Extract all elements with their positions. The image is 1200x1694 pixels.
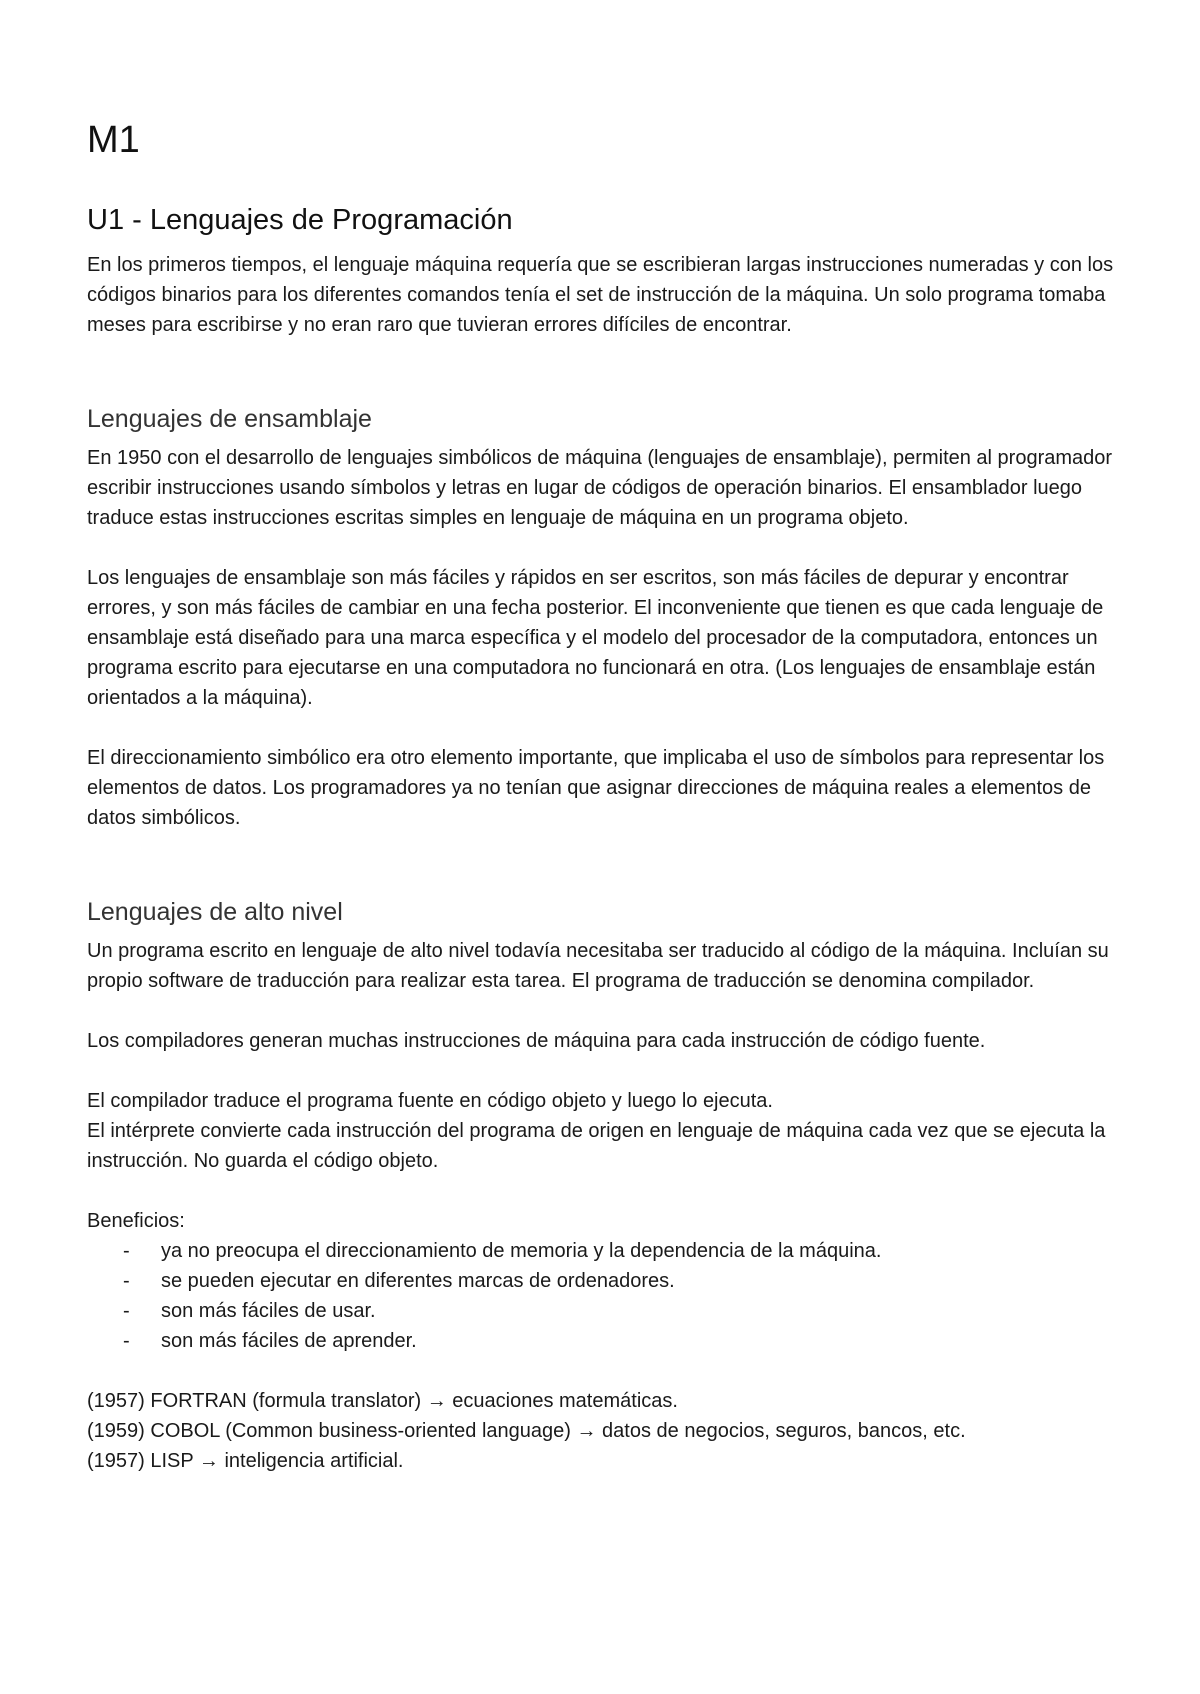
intro-paragraph: En los primeros tiempos, el lenguaje máquina requería que se escribieran largas instrucciones numeradas y con los códigos binarios para los diferentes comandos tenía el set de instrucción de la máquina. Un solo programa tomaba meses para escribirse y no eran raro que tuvieran errores difíciles de encontrar. [87,253,1114,336]
dash-icon: - [123,1240,130,1263]
dash-icon: - [123,1300,130,1323]
assembly-paragraph-2: Los lenguajes de ensamblaje son más fáciles y rápidos en ser escritos, son más fáciles de depurar y encontrar errores, y son más fáciles de cambiar en una fecha posterior. El inconveniente que tienen es que cada lenguaje de ensamblaje está diseñado para una marca específica y el modelo del procesador de la computadora, entonces un programa escrito para ejecutarse en una computadora no funcionará en otra. (Los lenguajes de ensamblaje están orientados a la máquina). [87,567,1104,710]
interpreter-paragraph: El intérprete convierte cada instrucción del programa de origen en lenguaje de máquina cada vez que se ejecuta la instrucción. No guarda el código objeto. [87,1120,1106,1173]
assembly-paragraph-3: El direccionamiento simbólico era otro elemento importante, que implicaba el uso de símbolos para representar los elementos de datos. Los programadores ya no tenían que asignar direcciones de máquina reales a elementos de datos simbólicos. [87,747,1105,830]
benefit-text: son más fáciles de usar. [161,1300,376,1323]
benefit-text: ya no preocupa el direccionamiento de memoria y la dependencia de la máquina. [161,1240,882,1263]
benefit-text: se pueden ejecutar en diferentes marcas de ordenadores. [161,1270,675,1293]
language-lisp: (1957) LISP → inteligencia artificial. [87,1450,404,1473]
high-level-heading: Lenguajes de alto nivel [87,898,343,927]
benefit-text: son más fáciles de aprender. [161,1330,417,1353]
unit-heading: U1 - Lenguajes de Programación [87,203,513,236]
list-item [123,1266,1127,1296]
assembly-heading: Lenguajes de ensamblaje [87,404,372,433]
high-level-paragraph-2: Los compiladores generan muchas instrucciones de máquina para cada instrucción de código fuente. [87,1030,986,1053]
dash-icon: - [123,1330,130,1353]
list-item [123,1236,1127,1266]
dash-icon: - [123,1270,130,1293]
benefits-label: Beneficios: [87,1210,185,1233]
high-level-paragraph-1: Un programa escrito en lenguaje de alto nivel todavía necesitaba ser traducido al código de la máquina. Incluían su propio software de traducción para realizar esta tarea. El programa de traducción se denomina compilador. [87,940,1109,993]
list-item [123,1326,1127,1356]
list-item [123,1296,1127,1326]
document-page [87,118,1127,1476]
compiler-paragraph: El compilador traduce el programa fuente en código objeto y luego lo ejecuta. [87,1090,773,1113]
language-fortran: (1957) FORTRAN (formula translator) → ecuaciones matemáticas. [87,1390,678,1413]
assembly-paragraph-1: En 1950 con el desarrollo de lenguajes simbólicos de máquina (lenguajes de ensamblaje), permiten al programador escribir instrucciones usando símbolos y letras en lugar de códigos de operación binarios. El ensamblador luego traduce estas instrucciones escritas simples en lenguaje de máquina en un programa objeto. [87,447,1113,530]
document-title: M1 [87,119,140,161]
language-cobol: (1959) COBOL (Common business-oriented language) → datos de negocios, seguros, bancos, etc. [87,1420,966,1443]
benefits-list [87,1236,1127,1356]
